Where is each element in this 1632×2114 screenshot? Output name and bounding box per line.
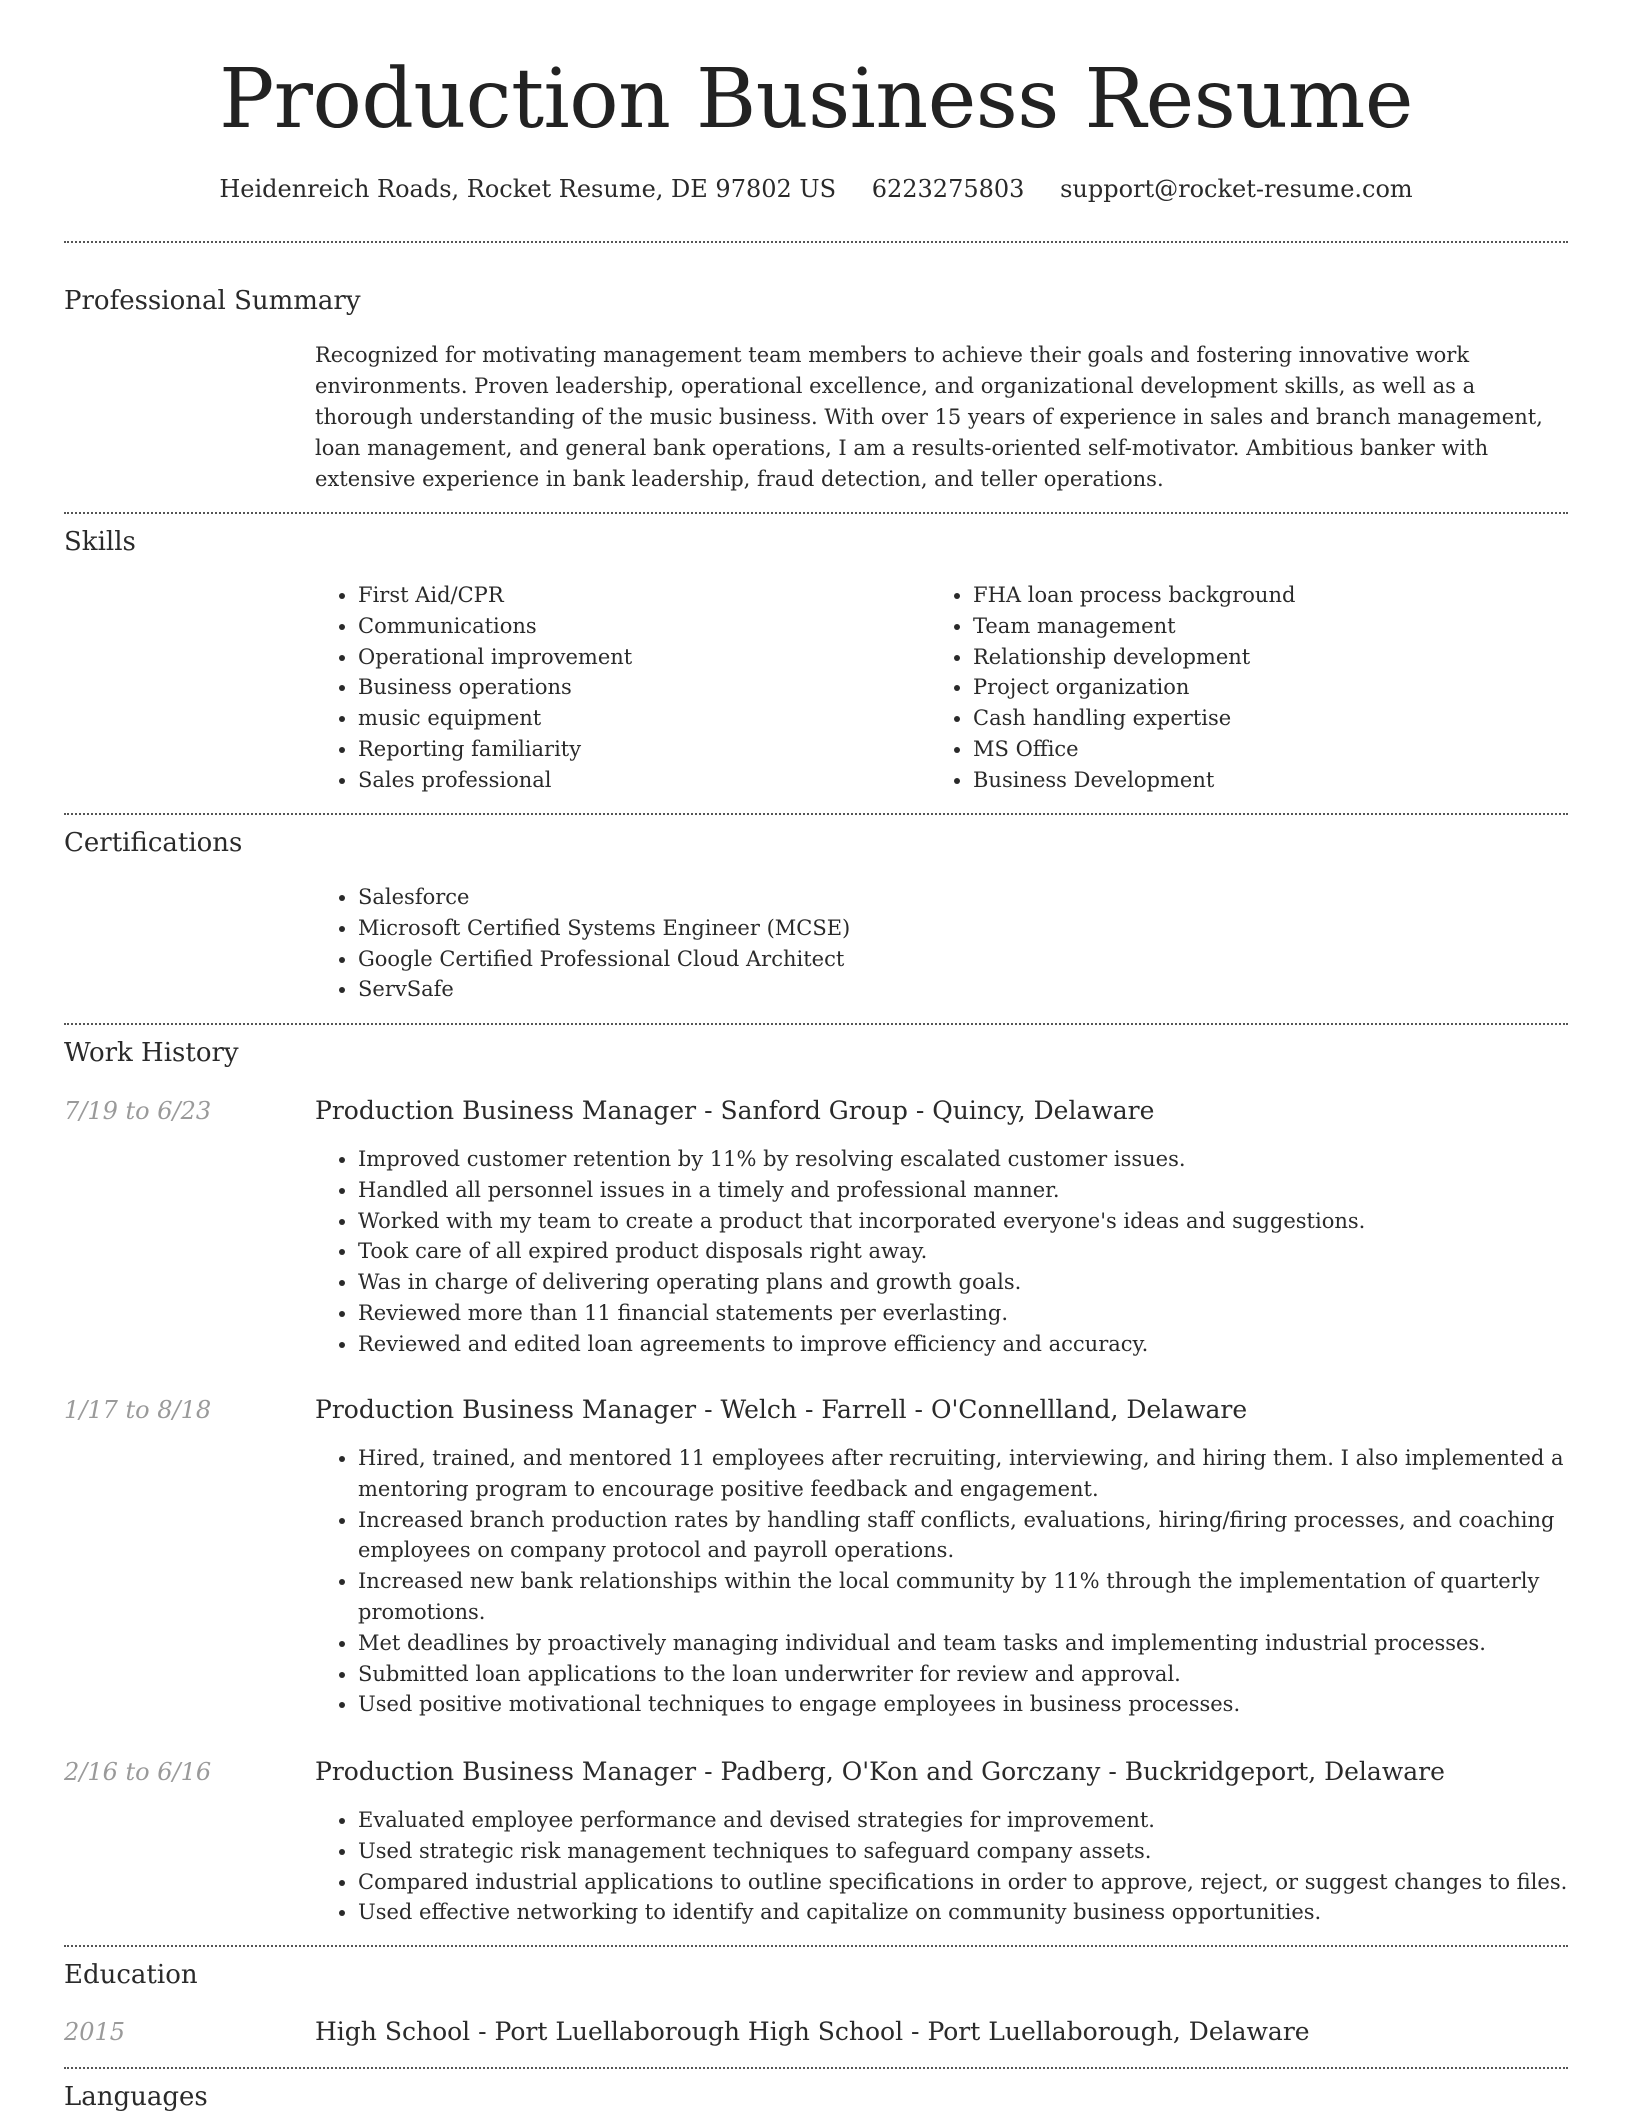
job-bullet: • Improved customer retention by 11% by resolving escalated customer issues.	[358, 1144, 1568, 1175]
skill-item: • Project organization	[973, 672, 1573, 703]
languages-heading: Languages	[64, 2082, 208, 2112]
skill-item: • MS Office	[973, 734, 1573, 765]
skill-item: • music equipment	[358, 703, 918, 734]
skills-list-right	[929, 580, 1573, 796]
job-bullet: • Hired, trained, and mentored 11 employees after recruiting, interviewing, and hiring them. I also implemented a mentoring program to encourage positive feedback and engagement.	[358, 1443, 1568, 1505]
summary-heading: Professional Summary	[64, 286, 361, 316]
section-divider	[64, 813, 1568, 815]
section-divider	[64, 512, 1568, 514]
job-bullet: • Increased new bank relationships within the local community by 11% through the implementation of quarterly promotions.	[358, 1566, 1568, 1628]
education-year: 2015	[64, 2018, 126, 2046]
section-divider	[64, 1023, 1568, 1025]
skill-item: • Communications	[358, 611, 918, 642]
job-bullet: • Met deadlines by proactively managing individual and team tasks and implementing industrial processes.	[358, 1628, 1568, 1659]
education-heading: Education	[64, 1960, 198, 1990]
resume-title: Production Business Resume	[219, 52, 1413, 147]
job-dates: 2/16 to 6/16	[64, 1758, 212, 1786]
certifications-list	[314, 882, 1578, 1005]
contact-phone: 6223275803	[871, 175, 1025, 203]
certifications-heading: Certifications	[64, 828, 243, 858]
job-bullet: • Handled all personnel issues in a timely and professional manner.	[358, 1175, 1568, 1206]
skill-item: • Relationship development	[973, 642, 1573, 673]
skill-item: • Team management	[973, 611, 1573, 642]
job-heading: Production Business Manager - Sanford Group - Quincy, Delaware	[315, 1096, 1155, 1125]
job-bullet: • Compared industrial applications to outline specifications in order to approve, reject, or suggest changes to files.	[358, 1867, 1578, 1898]
contact-address: Heidenreich Roads, Rocket Resume, DE 97802 US	[219, 175, 837, 203]
skill-item: • Sales professional	[358, 765, 918, 796]
job-bullet: • Was in charge of delivering operating plans and growth goals.	[358, 1267, 1568, 1298]
skill-item: • First Aid/CPR	[358, 580, 918, 611]
section-divider	[64, 1945, 1568, 1947]
contact-line	[0, 172, 1632, 206]
skill-item: • Business Development	[973, 765, 1573, 796]
certification-item: • Google Certified Professional Cloud Architect	[358, 944, 1578, 975]
section-divider	[64, 241, 1568, 243]
job-bullet: • Reviewed more than 11 financial statements per everlasting.	[358, 1298, 1568, 1329]
job-bullet-list	[314, 1144, 1568, 1360]
job-heading: Production Business Manager - Welch - Farrell - O'Connellland, Delaware	[315, 1395, 1248, 1424]
skill-item: • Reporting familiarity	[358, 734, 918, 765]
contact-email: support@rocket-resume.com	[1060, 175, 1413, 203]
certification-item: • Microsoft Certified Systems Engineer (MCSE)	[358, 913, 1578, 944]
skill-item: • Cash handling expertise	[973, 703, 1573, 734]
skills-list-left	[314, 580, 918, 796]
certification-item: • Salesforce	[358, 882, 1578, 913]
job-bullet: • Took care of all expired product disposals right away.	[358, 1236, 1568, 1267]
certification-item: • ServSafe	[358, 974, 1578, 1005]
work-history-heading: Work History	[64, 1038, 239, 1068]
job-bullet: • Used positive motivational techniques to engage employees in business processes.	[358, 1689, 1568, 1720]
job-bullet: • Submitted loan applications to the loan underwriter for review and approval.	[358, 1659, 1568, 1690]
skill-item: • FHA loan process background	[973, 580, 1573, 611]
job-dates: 7/19 to 6/23	[64, 1097, 212, 1125]
job-bullet: • Used strategic risk management techniques to safeguard company assets.	[358, 1836, 1578, 1867]
section-divider	[64, 2067, 1568, 2069]
skill-item: • Business operations	[358, 672, 918, 703]
job-bullet: • Reviewed and edited loan agreements to improve efficiency and accuracy.	[358, 1329, 1568, 1360]
job-bullet-list	[314, 1443, 1568, 1720]
job-heading: Production Business Manager - Padberg, O'Kon and Gorczany - Buckridgeport, Delaware	[315, 1757, 1445, 1786]
job-bullet: • Worked with my team to create a product that incorporated everyone's ideas and suggestions.	[358, 1206, 1568, 1237]
education-heading-line: High School - Port Luellaborough High School - Port Luellaborough, Delaware	[315, 2017, 1310, 2046]
job-bullet: • Increased branch production rates by handling staff conflicts, evaluations, hiring/firing processes, and coaching employees on company protocol and payroll operations.	[358, 1505, 1568, 1567]
skill-item: • Operational improvement	[358, 642, 918, 673]
summary-text: Recognized for motivating management team members to achieve their goals and fostering innovative work environments. Proven leadership, operational excellence, and organizational development skills, as well as a thorough understanding of the music business. With over 15 years of experience in sales and branch management, loan management, and general bank operations, I am a results-oriented self-motivator. Ambitious banker with extensive experience in bank leadership, fraud detection, and teller operations.	[315, 343, 1543, 491]
job-dates: 1/17 to 8/18	[64, 1396, 212, 1424]
job-bullet-list	[314, 1805, 1578, 1928]
skills-heading: Skills	[64, 527, 136, 557]
job-bullet: • Evaluated employee performance and devised strategies for improvement.	[358, 1805, 1578, 1836]
job-bullet: • Used effective networking to identify and capitalize on community business opportunities.	[358, 1897, 1578, 1928]
